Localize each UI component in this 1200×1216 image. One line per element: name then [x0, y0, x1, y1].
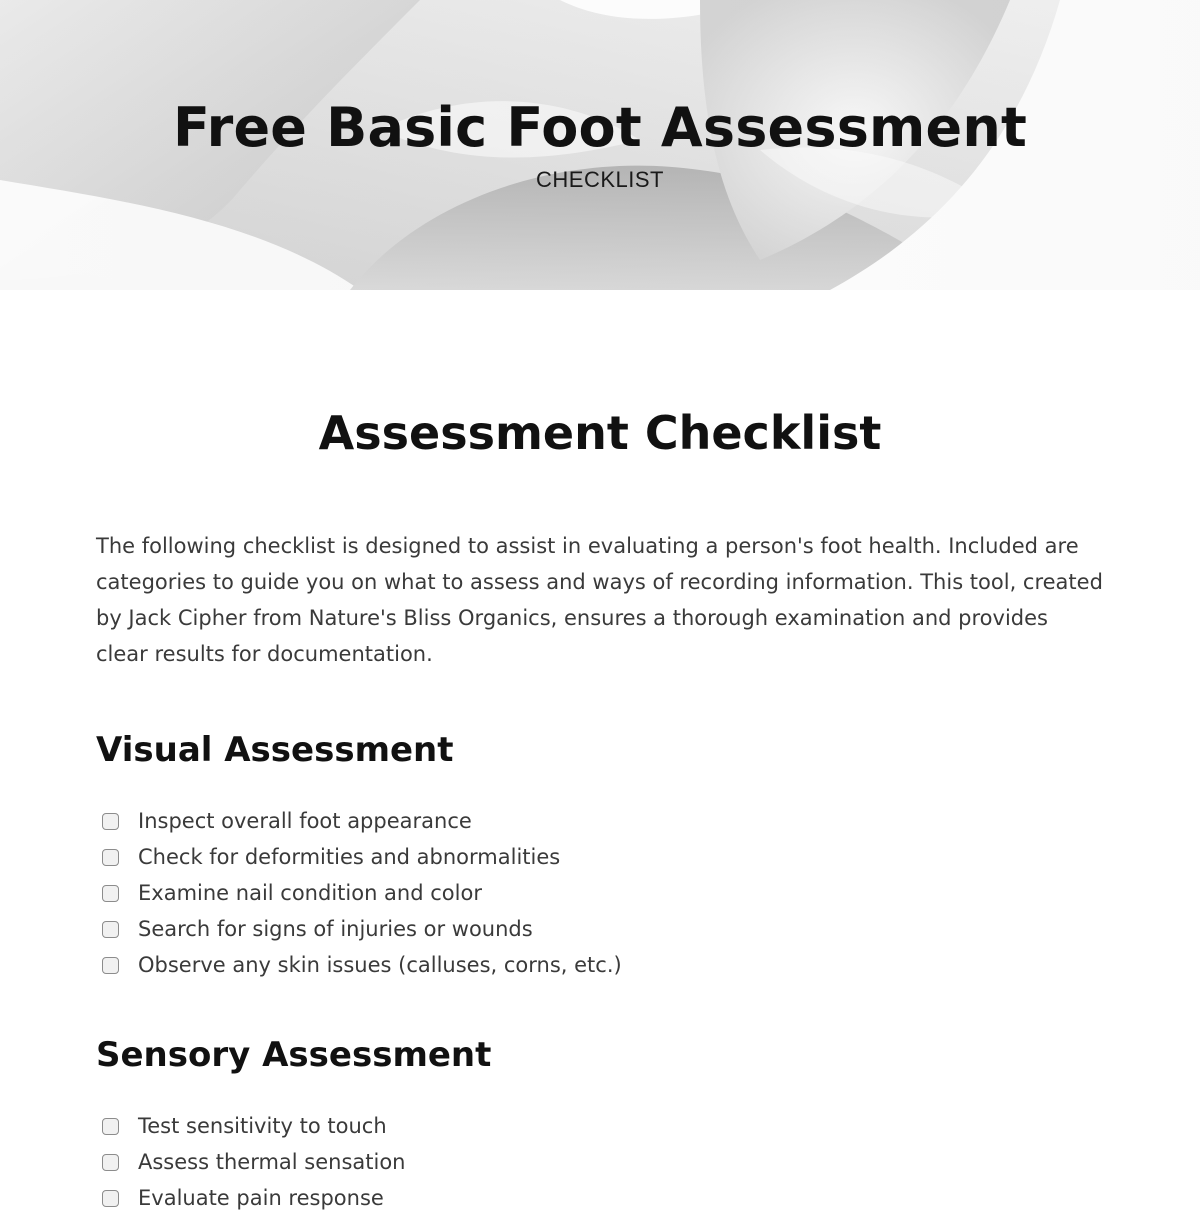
category-title: Sensory Assessment [96, 1035, 492, 1075]
checklist-item [96, 875, 1106, 911]
checklist-item [96, 947, 1106, 983]
category-title: Visual Assessment [96, 730, 454, 770]
checklist-item-label: Evaluate pain response [138, 1186, 384, 1210]
checklist-item-label: Examine nail condition and color [138, 881, 482, 905]
checkbox[interactable] [102, 1154, 119, 1171]
checklist-item-label: Check for deformities and abnormalities [138, 845, 561, 869]
category-visual-assessment [96, 725, 1106, 983]
section-heading: Assessment Checklist [318, 406, 882, 460]
checklist-item [96, 911, 1106, 947]
checkbox[interactable] [102, 885, 119, 902]
checklist-item [96, 1144, 1106, 1180]
checklist-item [96, 839, 1106, 875]
checklist [96, 803, 1106, 983]
checklist-item [96, 1180, 1106, 1216]
checklist-item-label: Observe any skin issues (calluses, corns, etc.) [138, 953, 622, 977]
checklist-item [96, 803, 1106, 839]
checkbox[interactable] [102, 1118, 119, 1135]
checklist-item-label: Search for signs of injuries or wounds [138, 917, 533, 941]
header-banner [0, 0, 1200, 290]
checklist [96, 1108, 1106, 1216]
checklist-item-label: Inspect overall foot appearance [138, 809, 472, 833]
intro-paragraph: The following checklist is designed to assist in evaluating a person's foot health. Included are categories to guide you on what to assess and ways of recording information. This tool, created by Jack Cipher from Nature's Bliss Organics, ensures a thorough examination and provides clear results for documentation. [96, 534, 1103, 666]
checkbox[interactable] [102, 921, 119, 938]
checkbox[interactable] [102, 849, 119, 866]
category-sensory-assessment [96, 1030, 1106, 1216]
document-title: Free Basic Foot Assessment [172, 96, 1027, 159]
checkbox[interactable] [102, 957, 119, 974]
document-subtitle: CHECKLIST [536, 167, 664, 192]
checkbox[interactable] [102, 813, 119, 830]
checklist-item-label: Assess thermal sensation [138, 1150, 406, 1174]
checkbox[interactable] [102, 1190, 119, 1207]
checklist-item [96, 1108, 1106, 1144]
checklist-item-label: Test sensitivity to touch [138, 1114, 387, 1138]
